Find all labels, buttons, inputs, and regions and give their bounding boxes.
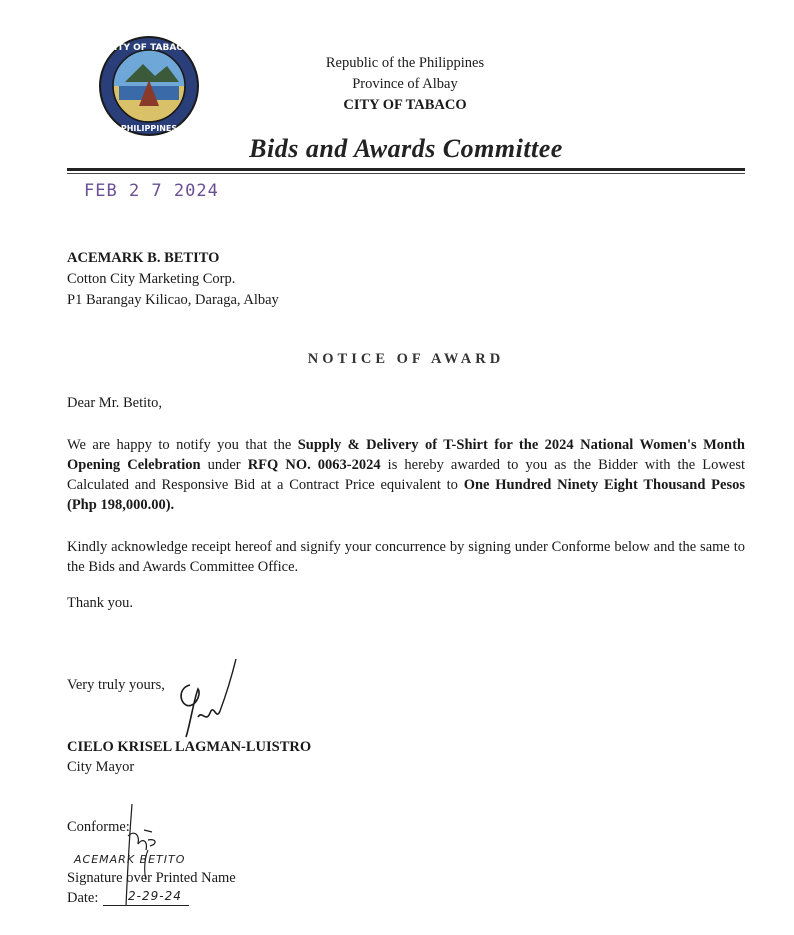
contract-amount: One Hundred Ninety Eight Thousand Pesos (Php 198,000.00). — [67, 477, 745, 513]
city-seal-logo — [95, 36, 203, 136]
thank-you: Thank you. — [67, 595, 134, 611]
header-republic: Republic of the Philippines — [325, 55, 485, 71]
date-label: Date: — [67, 890, 99, 906]
award-text-body: is hereby awarded to you as the Bidder with the Lowest Calculated and Responsive Bid at a Contract Price equivalent to — [67, 457, 745, 493]
header-rule-thin — [67, 173, 745, 174]
signatory-name: CIELO KRISEL LAGMAN-LUISTRO — [67, 739, 312, 755]
seal-bottom-text: PHILIPPINES — [120, 124, 178, 133]
committee-heading: Bids and Awards Committee — [249, 134, 563, 163]
header-city: CITY OF TABACO — [343, 97, 467, 113]
award-text-under: under — [200, 457, 248, 473]
rfq-number: RFQ NO. 0063-2024 — [247, 457, 381, 473]
recipient-address: P1 Barangay Kilicao, Daraga, Albay — [67, 292, 279, 308]
recipient-company: Cotton City Marketing Corp. — [67, 271, 236, 287]
acknowledge-paragraph: Kindly acknowledge receipt hereof and signify your concurrence by signing under Conforme below and the same to the Bids and Awards Committee Office. — [67, 539, 745, 575]
seal-top-text: CITY OF TABACO — [107, 43, 191, 53]
handwritten-printed-name: ACEMARK BETITO — [74, 853, 186, 866]
award-paragraph — [67, 435, 745, 515]
project-name: Supply & Delivery of T-Shirt for the 2024 National Women's Month Opening Celebration — [67, 437, 745, 473]
date-line — [103, 905, 189, 906]
header-province: Province of Albay — [352, 76, 458, 92]
signature-over-printed-name-label: Signature over Printed Name — [67, 870, 236, 886]
award-text-intro: We are happy to notify you that the — [67, 437, 298, 453]
notice-title: NOTICE OF AWARD — [307, 351, 505, 367]
header-rule — [67, 168, 745, 171]
received-date-stamp: FEB 2 7 2024 — [84, 181, 219, 201]
salutation: Dear Mr. Betito, — [67, 395, 163, 411]
conforme-label: Conforme: — [67, 819, 130, 835]
recipient-name: ACEMARK B. BETITO — [67, 250, 220, 266]
signatory-title: City Mayor — [67, 759, 135, 775]
mayor-signature — [150, 655, 250, 745]
handwritten-date: 2-29-24 — [128, 889, 182, 903]
closing: Very truly yours, — [67, 677, 165, 693]
